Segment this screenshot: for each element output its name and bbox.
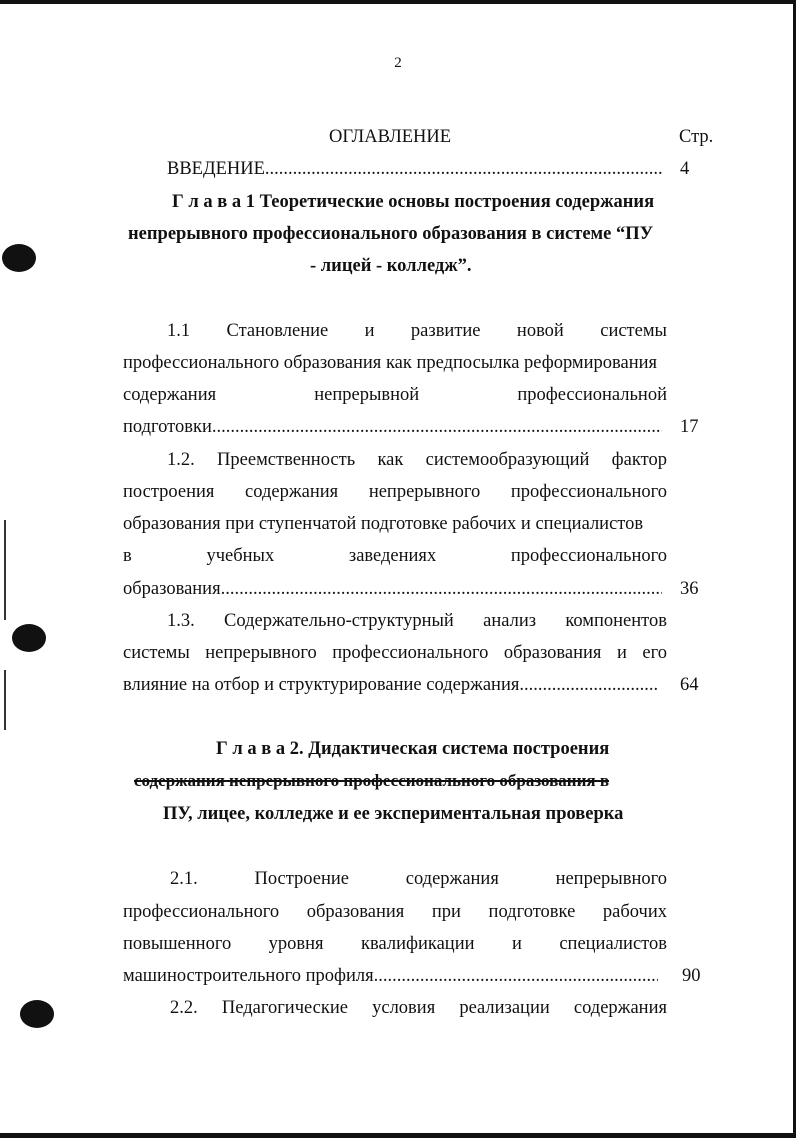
entry-1-1-line2: профессионального образования как предпосылка реформирования (123, 353, 658, 373)
entry-1-2-line5: образования ..... (123, 578, 662, 600)
chapter2-heading-line2: содержания непрерывного профессионального образования в (134, 771, 610, 790)
page-column-label: Стр. (679, 127, 714, 147)
toc-entry-2-2[interactable]: 2.2. Педагогические условия реализации содержания (170, 998, 667, 1018)
intro-page: 4 (680, 159, 690, 179)
toc-entry-1-3[interactable]: 1.3. Содержательно-структурный анализ компонентов (167, 611, 667, 631)
entry-2-1-line2: профессионального образования при подготовке рабочих (123, 902, 667, 922)
entry-1-3-page: 64 (680, 675, 699, 695)
toc-title: ОГЛАВЛЕНИЕ (329, 127, 452, 147)
page-number: 2 (394, 55, 402, 71)
chapter1-heading-line3: - лицей - колледж”. (310, 256, 472, 276)
punch-hole-icon (12, 624, 46, 652)
punch-hole-icon (2, 244, 36, 272)
entry-1-1-line4: подготовки ..... (123, 416, 662, 438)
scan-edge-mark (4, 670, 6, 730)
entry-1-3-line3: влияние на отбор и структурирование содержания ..... (123, 674, 658, 696)
toc-entry-2-1[interactable]: 2.1. Построение содержания непрерывного (170, 869, 667, 889)
punch-hole-icon (20, 1000, 54, 1028)
intro-label: ВВЕДЕНИЕ (167, 159, 265, 179)
chapter1-heading-line2: непрерывного профессионального образования в системе “ПУ (128, 224, 654, 244)
entry-2-1-page: 90 (682, 966, 701, 986)
toc-entry-1-1[interactable]: 1.1 Становление и развитие новой системы (167, 321, 667, 341)
entry-1-3-line2: системы непрерывного профессионального образования и его (123, 643, 667, 663)
entry-1-1-line3: содержания непрерывной профессиональной (123, 385, 667, 405)
entry-1-2-page: 36 (680, 579, 699, 599)
toc-entry-intro[interactable] (167, 158, 662, 180)
chapter1-heading-line1: Г л а в а 1 Теоретические основы построения содержания (172, 192, 655, 212)
entry-2-1-line3: повышенного уровня квалификации и специалистов (123, 934, 667, 954)
chapter2-heading-line3: ПУ, лицее, колледже и ее экспериментальная проверка (163, 804, 624, 824)
chapter2-heading-line1: Г л а в а 2. Дидактическая система построения (216, 739, 610, 759)
entry-1-2-line2: построения содержания непрерывного профессионального (123, 482, 667, 502)
entry-1-2-line3: образования при ступенчатой подготовке рабочих и специалистов (123, 514, 644, 534)
scan-edge-mark (4, 520, 6, 620)
entry-1-1-page: 17 (680, 417, 699, 437)
scan-border-bottom (0, 1133, 796, 1138)
entry-2-1-line4: машиностроительного профиля ..... (123, 965, 658, 987)
toc-entry-1-2[interactable]: 1.2. Преемственность как системообразующий фактор (167, 450, 667, 470)
entry-1-2-line4: в учебных заведениях профессионального (123, 546, 667, 566)
scan-border-top (0, 0, 796, 4)
